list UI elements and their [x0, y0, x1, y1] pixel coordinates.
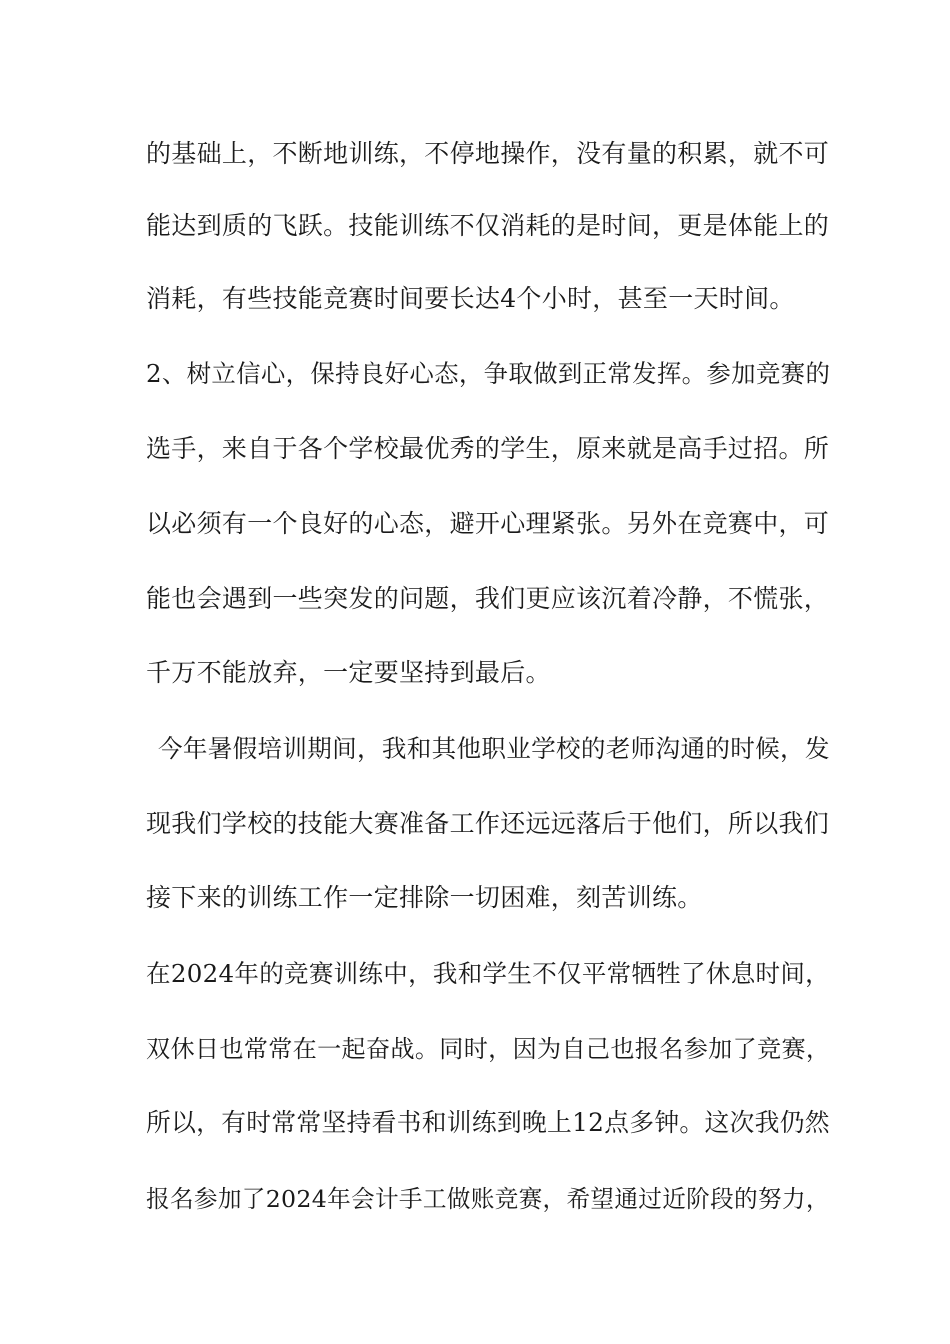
text-line: 2、树立信心，保持良好心态，争取做到正常发挥。参加竞赛的 — [146, 359, 831, 388]
text-line: 的基础上，不断地训练，不停地操作，没有量的积累，就不可 — [146, 139, 830, 168]
text-line: 双休日也常常在一起奋战。同时，因为自己也报名参加了竞赛， — [146, 1035, 831, 1063]
text-line: 以必须有一个良好的心态，避开心理紧张。另外在竞赛中，可 — [146, 509, 830, 538]
text-line: 选手，来自于各个学校最优秀的学生，原来就是高手过招。所 — [146, 434, 830, 463]
text-line: 所以，有时常常坚持看书和训练到晚上12点多钟。这次我仍然 — [146, 1108, 830, 1137]
text-line: 消耗，有些技能竞赛时间要长达4个小时，甚至一天时间。 — [146, 284, 795, 313]
paragraph-first-line: 今年暑假培训期间，我和其他职业学校的老师沟通的时候，发 — [158, 734, 830, 763]
text-line: 能达到质的飞跃。技能训练不仅消耗的是时间，更是体能上的 — [146, 211, 830, 240]
text-line: 能也会遇到一些突发的问题，我们更应该沉着冷静，不慌张， — [146, 584, 830, 613]
text-line: 现我们学校的技能大赛准备工作还远远落后于他们，所以我们 — [146, 809, 830, 838]
text-line: 在2024年的竞赛训练中，我和学生不仅平常牺牲了休息时间， — [146, 959, 830, 988]
text-line: 接下来的训练工作一定排除一切困难，刻苦训练。 — [146, 883, 703, 912]
text-line: 报名参加了2024年会计手工做账竞赛，希望通过近阶段的努力， — [146, 1185, 830, 1213]
text-line: 千万不能放弃，一定要坚持到最后。 — [146, 658, 551, 687]
